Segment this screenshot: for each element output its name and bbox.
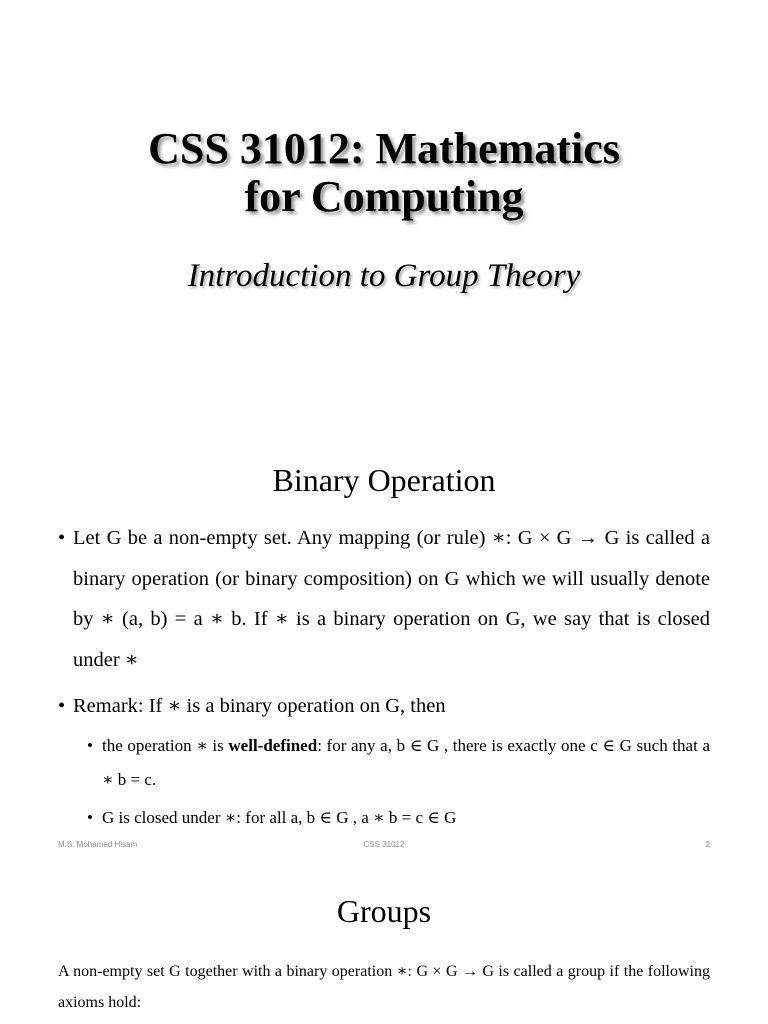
- group-definition-paragraph: A non-empty set G together with a binary operation ∗: G × G → G is called a group if the following axioms hold:: [58, 963, 710, 1011]
- footer-author: M.S. Mohamed Hisam: [58, 840, 138, 849]
- sub-bullet-list: [87, 729, 710, 835]
- bullet-list: [58, 518, 710, 835]
- bullet-definition: • Let G be a non-empty set. Any mapping (or rule) ∗: G × G → G is called a binary operation (or binary composition) on G which we will usually denote by ∗ (a, b) = a ∗ b. If ∗ is a binary operation on G, we say that is closed under ∗: [58, 518, 710, 680]
- slide-heading: Binary Operation: [272, 462, 496, 498]
- bullet-remark: [58, 686, 710, 835]
- footer-course: CSS 31012: [363, 840, 405, 849]
- title-slide: [0, 0, 768, 420]
- sub-bullet-text: the operation ∗ is: [102, 735, 229, 755]
- course-title-line-2: for Computing: [244, 172, 524, 221]
- remark-text: Remark: If ∗ is a binary operation on G, then: [73, 695, 446, 717]
- groups-slide: [0, 860, 768, 1024]
- course-title-line-1: CSS 31012: Mathematics: [148, 124, 620, 173]
- slide-heading: Groups: [336, 893, 432, 929]
- binary-operation-slide: [0, 420, 768, 860]
- footer-page-number: 2: [705, 840, 710, 849]
- sub-bullet-well-defined: [87, 729, 710, 797]
- course-title: [0, 125, 768, 221]
- sub-bullet-text: : for any a, b ∈ G , there is exactly one c ∈ G such that a ∗ b = c.: [102, 735, 710, 789]
- sub-bullet-closed: • G is closed under ∗: for all a, b ∈ G , a ∗ b = c ∈ G: [87, 801, 710, 835]
- bold-term: well-defined: [228, 735, 318, 755]
- lecture-subtitle: Introduction to Group Theory: [187, 258, 581, 294]
